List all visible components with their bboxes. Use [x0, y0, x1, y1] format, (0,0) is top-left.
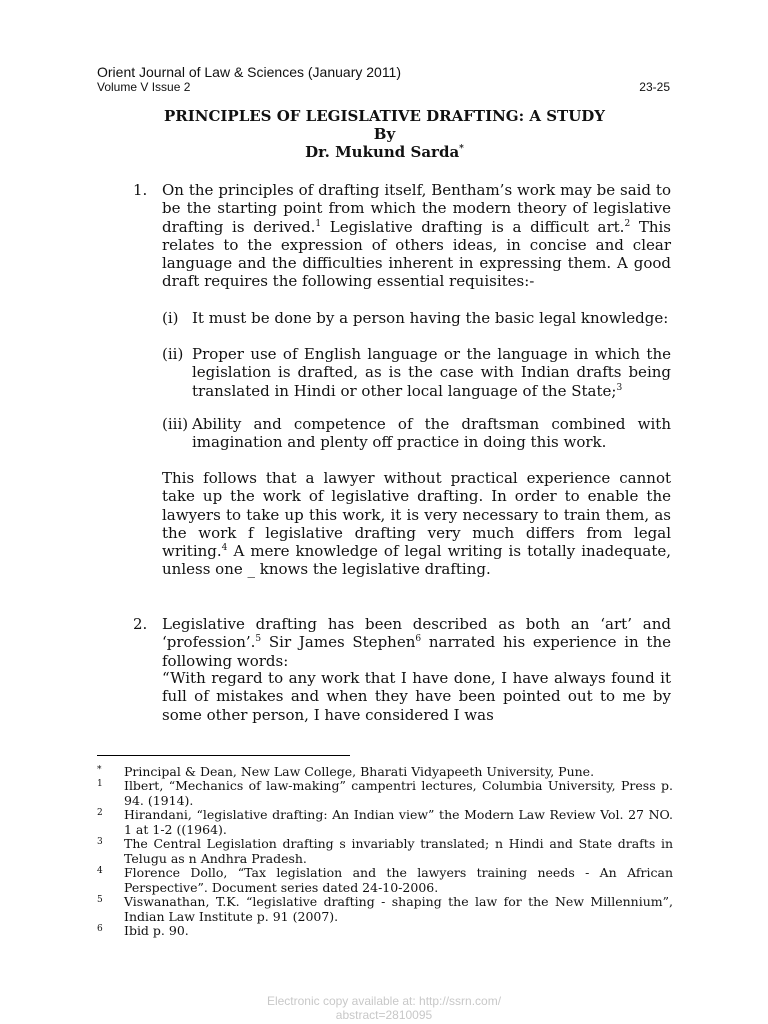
footnote-text: Florence Dollo, “Tax legislation and the lawyers training needs - An African Perspective”. Document series dated 24-10-2006.	[124, 865, 673, 895]
list-item	[162, 345, 671, 419]
footnote-divider	[97, 755, 350, 756]
list-item-text: Ability and competence of the draftsman combined with imagination and plenty off practice in doing this work.	[192, 415, 671, 452]
footnote-ref: 1	[315, 218, 322, 229]
footnote-mark: 3	[97, 837, 103, 847]
footnote-text: Principal & Dean, New Law College, Bharati Vidyapeeth University, Pune.	[124, 764, 595, 779]
volume-issue: Volume V Issue 2	[97, 80, 191, 94]
list-item-text: Proper use of English language or the language in which the legislation is drafted, as is the case with Indian drafts being translated in Hindi or other local language of the State;$^3$	[192, 345, 671, 400]
list-item	[162, 415, 671, 452]
ssrn-footer	[0, 994, 768, 1022]
footnote-mark: 6	[97, 924, 103, 934]
section-number: 2.	[133, 615, 148, 633]
paper-title: PRINCIPLES OF LEGISLATIVE DRAFTING: A STUDY	[163, 107, 606, 125]
list-item-label: (iii)	[162, 415, 189, 433]
list-item	[162, 309, 671, 346]
footnote-text: Ibid p. 90.	[124, 923, 189, 938]
footnote-ref: 2	[624, 218, 631, 229]
footnote-text: Viswanathan, T.K. “legislative drafting - shaping the law for the New Millennium”, Indian Law Institute p. 91 (2007).	[124, 894, 673, 924]
section-1-paragraph: This follows that a lawyer without practical experience cannot take up the work of legislative drafting. In order to enable the lawyers to take up this work, it is very necessary to train them, as the work f legislative drafting very much differs from legal writing.$^4$ A mere knowledge of legal writing is totally inadequate, unless one _ knows the legislative drafting.	[162, 469, 671, 579]
footnote-mark: 1	[97, 779, 103, 789]
author-line	[97, 143, 672, 161]
footnote-text: Hirandani, “legislative drafting: An Indian view” the Modern Law Review Vol. 27 NO. 1 at 1-2 ((1964).	[124, 807, 673, 837]
title-block	[97, 107, 672, 161]
list-item-text: It must be done by a person having the basic legal knowledge:	[192, 309, 669, 327]
footnote-text: The Central Legislation drafting s invariably translated; n Hindi and State drafts in Telugu as n Andhra Pradesh.	[124, 836, 673, 866]
footnote-mark: 5	[97, 895, 103, 905]
quotation: “With regard to any work that I have done, I have always found it full of mistakes and when they have been pointed out to me by some other person, I have considered I was	[162, 669, 671, 724]
author-name: Dr. Mukund Sarda	[305, 143, 460, 161]
list-item-label: (ii)	[162, 345, 184, 363]
footnote-mark: 2	[97, 808, 103, 818]
journal-title: Orient Journal of Law & Sciences (January 2011)	[97, 64, 402, 80]
page-range: 23-25	[639, 80, 670, 94]
author-footnote-mark: *	[459, 144, 464, 154]
footnote-mark: *	[97, 765, 102, 775]
footnote-ref: 6	[415, 634, 422, 645]
footnote-ref: 3	[616, 382, 623, 393]
section-number: 1.	[133, 181, 148, 199]
list-item-label: (i)	[162, 309, 179, 327]
footnote-mark: 4	[97, 866, 103, 876]
footnote-ref: 5	[255, 634, 262, 645]
footnote-ref: 4	[221, 543, 228, 554]
footer-line[interactable]: abstract=2810095	[335, 1008, 433, 1022]
by-line: By	[373, 125, 396, 143]
footnote-text: Ilbert, “Mechanics of law-making” campentri lectures, Columbia University, Press p. 94. (1914).	[124, 778, 673, 808]
section-2-intro: Legislative drafting has been described as both an ‘art’ and ‘profession’.$^5$ Sir James Stephen$^6$ narrated his experience in the following words:	[162, 615, 671, 670]
footer-line[interactable]: Electronic copy available at: http://ssrn.com/	[266, 994, 502, 1008]
section-1-intro: On the principles of drafting itself, Bentham’s work may be said to be the starting point from which the modern theory of legislative drafting is derived.$^1$ Legislative drafting is a difficult art.$^2$ This relates to the expression of others ideas, in concise and clear language and the difficulties inherent in expressing them. A good draft requires the following essential requisites:-	[162, 181, 672, 291]
